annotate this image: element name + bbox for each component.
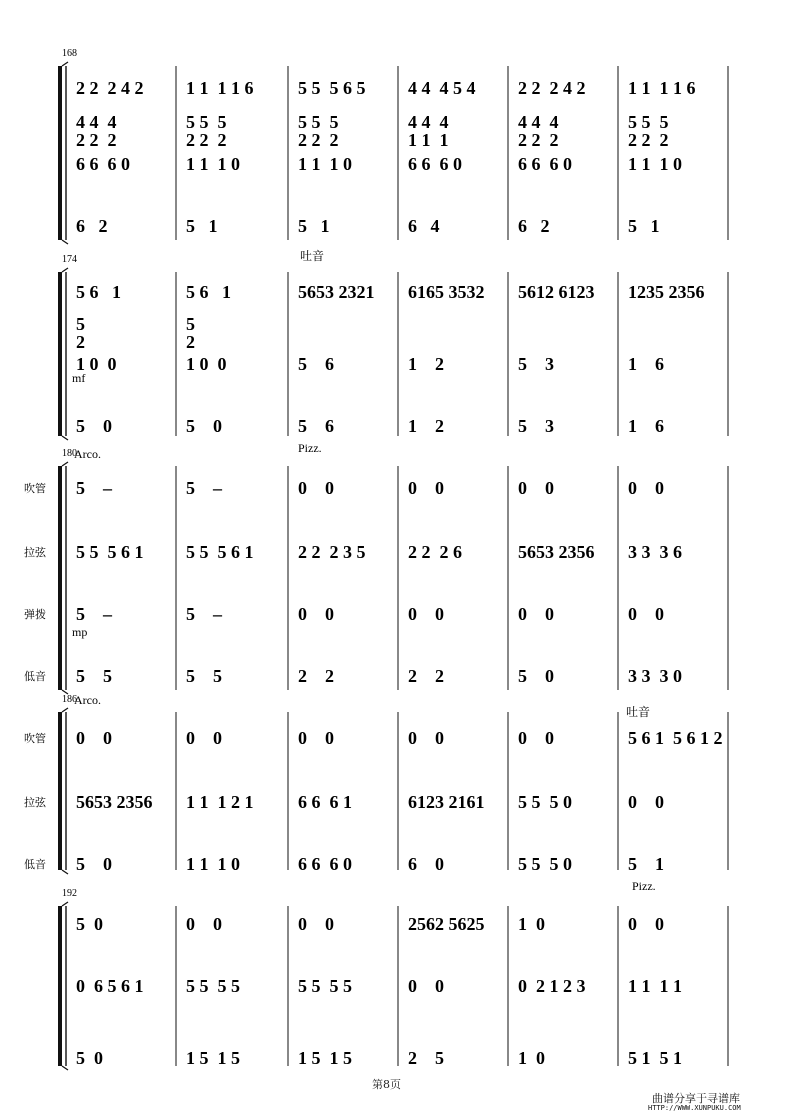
- jianpu-notes: 0 0: [518, 478, 554, 498]
- jianpu-notes: 2 2 2: [628, 130, 669, 150]
- jianpu-notes: 0 0: [186, 914, 222, 934]
- measure-number: 174: [62, 254, 77, 265]
- pizz-marking: Pizz.: [298, 441, 322, 455]
- system-bracket: [58, 272, 62, 436]
- score-system: [24, 694, 728, 874]
- system-bracket: [58, 906, 62, 1066]
- credit-url: HTTP://WWW.XUNPUKU.COM: [648, 1104, 741, 1112]
- jianpu-notes: 2 2 2 4 2: [518, 78, 586, 98]
- jianpu-notes: 2 2 2: [518, 130, 559, 150]
- arco-marking: Arco.: [74, 693, 101, 707]
- jianpu-notes: 5 3: [518, 416, 554, 436]
- instrument-label: 吹管: [24, 482, 46, 495]
- jianpu-notes: 1 0: [518, 1048, 545, 1068]
- jianpu-notes: 2 2 2: [76, 130, 117, 150]
- jianpu-notes: 5 0: [518, 666, 554, 686]
- jianpu-notes: 0 0: [298, 914, 334, 934]
- jianpu-notes: 5 0: [76, 914, 103, 934]
- instrument-label: 拉弦: [24, 796, 46, 809]
- jianpu-notes: 2 2: [298, 666, 334, 686]
- jianpu-notes: 4 4 4 5 4: [408, 78, 476, 98]
- jianpu-notes: 6165 3532: [408, 282, 485, 302]
- jianpu-notes: 2: [76, 332, 85, 352]
- jianpu-notes: 6123 2161: [408, 792, 485, 812]
- jianpu-notes: 1 1 1 0: [186, 154, 240, 174]
- tuyin-marking: 吐音: [626, 705, 651, 719]
- jianpu-notes: 0 0: [408, 728, 444, 748]
- system-bracket: [58, 66, 62, 240]
- jianpu-notes: 1 5 1 5: [298, 1048, 352, 1068]
- jianpu-notes: 1 1 1 0: [186, 854, 240, 874]
- page-number: 第8页: [372, 1078, 401, 1091]
- jianpu-notes: 5 1: [186, 216, 218, 236]
- jianpu-notes: 0 0: [628, 478, 664, 498]
- jianpu-notes: 5653 2356: [518, 542, 595, 562]
- jianpu-notes: 5 –: [186, 604, 222, 624]
- instrument-label: 吹管: [24, 732, 46, 745]
- jianpu-notes: 5 5 5 6 1: [76, 542, 144, 562]
- jianpu-notes: 5 5 5: [186, 112, 227, 132]
- jianpu-notes: 6 6 6 0: [408, 154, 462, 174]
- jianpu-notes: 5 5 5 6 1: [186, 542, 254, 562]
- jianpu-notes: 1 1 1 1 6: [186, 78, 254, 98]
- jianpu-notes: 1 5 1 5: [186, 1048, 240, 1068]
- jianpu-notes: 2 5: [408, 1048, 444, 1068]
- jianpu-notes: 6 4: [408, 216, 440, 236]
- jianpu-notes: 5 –: [76, 478, 112, 498]
- jianpu-notes: 6 0: [408, 854, 444, 874]
- instrument-label: 低音: [24, 670, 46, 683]
- instrument-label: 弹拨: [24, 608, 46, 621]
- jianpu-notes: 5 0: [76, 1048, 103, 1068]
- jianpu-notes: 5 1 5 1: [628, 1048, 682, 1068]
- jianpu-notes: 5 6 1: [76, 282, 121, 302]
- score-system: [58, 254, 728, 440]
- jianpu-notes: 5 5: [186, 666, 222, 686]
- jianpu-notes: 0 0: [298, 478, 334, 498]
- pizz-marking: Pizz.: [632, 879, 656, 893]
- bracket-bottom: [62, 870, 68, 874]
- bracket-top: [62, 708, 68, 712]
- jianpu-notes: 6 6 6 0: [298, 854, 352, 874]
- jianpu-notes: 5 6: [298, 416, 334, 436]
- jianpu-notes: 5 5: [76, 666, 112, 686]
- jianpu-notes: 0 0: [408, 478, 444, 498]
- jianpu-notes: 6 2: [518, 216, 550, 236]
- jianpu-notes: 5 3: [518, 354, 554, 374]
- credit-text: 曲谱分享于寻谱库: [652, 1092, 740, 1105]
- jianpu-notes: 5 6 1: [186, 282, 231, 302]
- jianpu-notes: 5 1: [628, 216, 660, 236]
- jianpu-notes: 5 –: [186, 478, 222, 498]
- bracket-top: [62, 268, 68, 272]
- score-system: [58, 48, 728, 244]
- jianpu-notes: 2 2 2 4 2: [76, 78, 144, 98]
- jianpu-notes: 3 3 3 6: [628, 542, 682, 562]
- jianpu-notes: 1235 2356: [628, 282, 705, 302]
- measure-number: 192: [62, 888, 77, 899]
- arco-marking: Arco.: [74, 447, 101, 461]
- jianpu-notes: 1 1 1: [408, 130, 449, 150]
- jianpu-notes: 5: [186, 314, 195, 334]
- measure-number: 180: [62, 448, 77, 459]
- jianpu-notes: 3 3 3 0: [628, 666, 682, 686]
- measure-number: 186: [62, 694, 77, 705]
- jianpu-notes: 5653 2356: [76, 792, 153, 812]
- jianpu-notes: 0 0: [186, 728, 222, 748]
- jianpu-notes: 0 0: [298, 728, 334, 748]
- jianpu-notes: 1 2: [408, 354, 444, 374]
- instrument-label: 低音: [24, 858, 46, 871]
- jianpu-notes: 5 0: [76, 416, 112, 436]
- system-bracket: [58, 712, 62, 870]
- jianpu-notes: 0 0: [408, 604, 444, 624]
- bracket-top: [62, 902, 68, 906]
- jianpu-notes: 1 1 1 2 1: [186, 792, 254, 812]
- jianpu-notes: 5 5 5: [628, 112, 669, 132]
- bracket-bottom: [62, 436, 68, 440]
- jianpu-notes: 5 5 5 5: [186, 976, 240, 996]
- jianpu-notes: 0 6 5 6 1: [76, 976, 144, 996]
- jianpu-notes: 2 2 2 3 5: [298, 542, 366, 562]
- jianpu-notes: 5 5 5 6 5: [298, 78, 366, 98]
- tuyin-marking: 吐音: [300, 249, 325, 263]
- jianpu-notes: 1 0: [518, 914, 545, 934]
- jianpu-notes: 1 6: [628, 416, 664, 436]
- jianpu-notes: 4 4 4: [408, 112, 449, 132]
- jianpu-notes: 5 1: [628, 854, 664, 874]
- dynamic-mp: mp: [72, 625, 88, 639]
- jianpu-notes: 1 1 1 0: [628, 154, 682, 174]
- score-system: [58, 888, 728, 1070]
- jianpu-notes: 5 0: [186, 416, 222, 436]
- jianpu-notes: 0 0: [76, 728, 112, 748]
- jianpu-notes: 0 2 1 2 3: [518, 976, 586, 996]
- dynamic-mf: mf: [72, 371, 86, 385]
- bracket-bottom: [62, 1066, 68, 1070]
- system-bracket: [58, 466, 62, 690]
- jianpu-notes: 1 0 0: [76, 354, 117, 374]
- jianpu-notes: 0 0: [518, 728, 554, 748]
- jianpu-notes: 4 4 4: [76, 112, 117, 132]
- jianpu-notes: 1 1 1 1 6: [628, 78, 696, 98]
- jianpu-notes: 1 2: [408, 416, 444, 436]
- jianpu-notes: 6 6 6 1: [298, 792, 352, 812]
- jianpu-notes: 5612 6123: [518, 282, 595, 302]
- jianpu-notes: 4 4 4: [518, 112, 559, 132]
- measure-number: 168: [62, 48, 77, 59]
- jianpu-notes: 6 2: [76, 216, 108, 236]
- jianpu-notes: 2: [186, 332, 195, 352]
- jianpu-notes: 0 0: [408, 976, 444, 996]
- jianpu-notes: 5 5 5 5: [298, 976, 352, 996]
- bracket-top: [62, 462, 68, 466]
- instrument-label: 拉弦: [24, 546, 46, 559]
- jianpu-notes: 0 0: [628, 914, 664, 934]
- jianpu-notes: 0 0: [628, 792, 664, 812]
- jianpu-notes: 1 0 0: [186, 354, 227, 374]
- jianpu-notes: 5 5 5 0: [518, 792, 572, 812]
- jianpu-notes: 6 6 6 0: [518, 154, 572, 174]
- jianpu-notes: 5653 2321: [298, 282, 375, 302]
- jianpu-notes: 1 1 1 1: [628, 976, 682, 996]
- jianpu-notes: 2562 5625: [408, 914, 485, 934]
- jianpu-notes: 5 5 5 0: [518, 854, 572, 874]
- jianpu-notes: 5 6: [298, 354, 334, 374]
- jianpu-notes: 0 0: [518, 604, 554, 624]
- bracket-top: [62, 62, 68, 66]
- jianpu-notes: 5 0: [76, 854, 112, 874]
- jianpu-notes: 1 6: [628, 354, 664, 374]
- jianpu-notes: 2 2 2: [186, 130, 227, 150]
- jianpu-notes: 5: [76, 314, 85, 334]
- jianpu-notes: 2 2: [408, 666, 444, 686]
- jianpu-notes: 5 5 5: [298, 112, 339, 132]
- jianpu-notes: 0 0: [628, 604, 664, 624]
- jianpu-notes: 5 1: [298, 216, 330, 236]
- jianpu-notes: 5 6 1 5 6 1 2: [628, 728, 723, 748]
- score-system: [24, 448, 728, 694]
- jianpu-notes: 2 2 2 6: [408, 542, 462, 562]
- bracket-bottom: [62, 240, 68, 244]
- jianpu-notes: 5 –: [76, 604, 112, 624]
- jianpu-notes: 2 2 2: [298, 130, 339, 150]
- jianpu-notes: 6 6 6 0: [76, 154, 130, 174]
- jianpu-notes: 0 0: [298, 604, 334, 624]
- jianpu-notes: 1 1 1 0: [298, 154, 352, 174]
